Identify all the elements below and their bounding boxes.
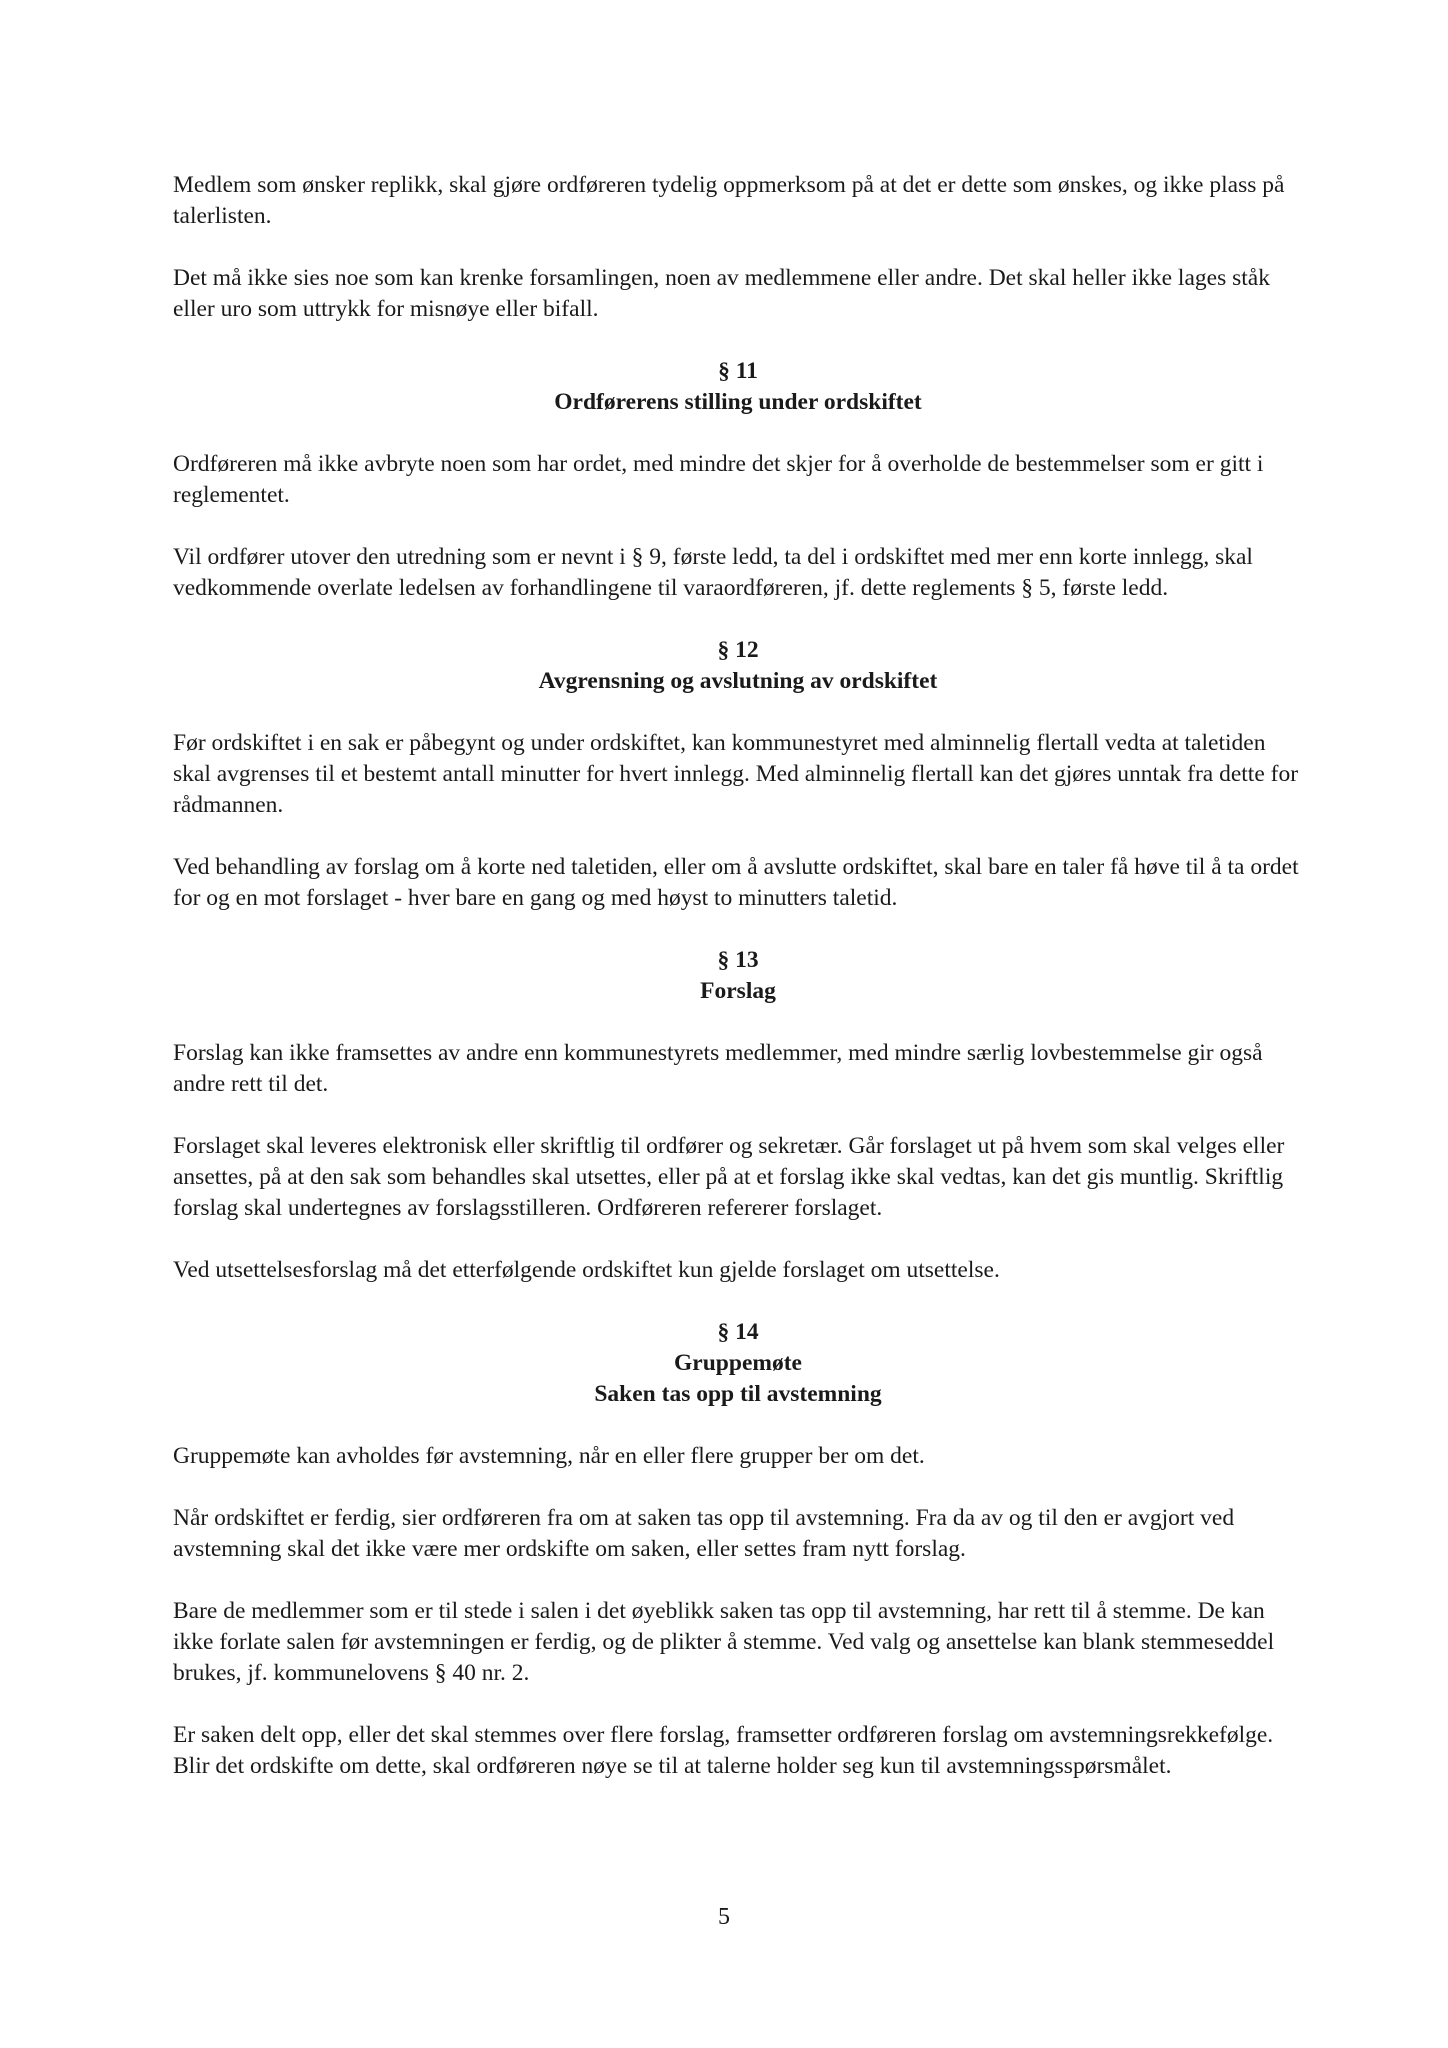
section-title: Gruppemøte — [674, 1350, 802, 1376]
paragraph: Før ordskiftet i en sak er påbegynt og under ordskiftet, kan kommunestyret med alminnelig flertall vedta at taletiden skal avgrenses til et bestemt antall minutter for hvert innlegg. Med alminnelig flertall kan det gjøres unntak fra dette for rådmannen. — [173, 730, 1299, 818]
document-page — [173, 170, 1303, 1813]
paragraph: Gruppemøte kan avholdes før avstemning, når en eller flere grupper ber om det. — [173, 1443, 925, 1469]
paragraph: Ved behandling av forslag om å korte ned taletiden, eller om å avslutte ordskiftet, skal bare en taler få høve til å ta ordet for og en mot forslaget - hver bare en gang og med høyst to minutters taletid. — [173, 854, 1299, 911]
paragraph: Når ordskiftet er ferdig, sier ordføreren fra om at saken tas opp til avstemning. Fra da av og til den er avgjort ved avstemning skal det ikke være mer ordskifte om saken, eller settes fram nytt forslag. — [173, 1505, 1235, 1562]
section-heading-12 — [173, 635, 1303, 697]
section-subtitle: Saken tas opp til avstemning — [594, 1381, 882, 1407]
section-heading-14 — [173, 1317, 1303, 1410]
section-title: Ordførerens stilling under ordskiftet — [554, 389, 922, 415]
paragraph: Det må ikke sies noe som kan krenke forsamlingen, noen av medlemmene eller andre. Det skal heller ikke lages ståk eller uro som uttrykk for misnøye eller bifall. — [173, 265, 1270, 322]
section-heading-13 — [173, 945, 1303, 1007]
section-heading-11 — [173, 356, 1303, 418]
paragraph: Er saken delt opp, eller det skal stemmes over flere forslag, framsetter ordføreren forslag om avstemningsrekkefølge. Blir det ordskifte om dette, skal ordføreren nøye se til at talerne holder seg kun til avstemningsspørsmålet. — [173, 1722, 1274, 1779]
paragraph: Forslaget skal leveres elektronisk eller skriftlig til ordfører og sekretær. Går forslaget ut på hvem som skal velges eller ansettes, på at den sak som behandles skal utsettes, eller på at et forslag ikke skal vedtas, kan det gis muntlig. Skriftlig forslag skal undertegnes av forslagsstilleren. Ordføreren refererer forslaget. — [173, 1133, 1285, 1221]
section-number: § 14 — [717, 1319, 759, 1345]
section-number: § 11 — [718, 358, 758, 384]
section-number: § 13 — [717, 947, 759, 973]
paragraph: Medlem som ønsker replikk, skal gjøre ordføreren tydelig oppmerksom på at det er dette som ønskes, og ikke plass på talerlisten. — [173, 172, 1285, 229]
page-number: 5 — [718, 1904, 730, 1930]
section-number: § 12 — [717, 637, 759, 663]
section-title: Avgrensning og avslutning av ordskiftet — [538, 668, 938, 694]
paragraph: Vil ordfører utover den utredning som er nevnt i § 9, første ledd, ta del i ordskiftet med mer enn korte innlegg, skal vedkommende overlate ledelsen av forhandlingene til varaordføreren, jf. dette reglements § 5, første ledd. — [173, 544, 1253, 601]
paragraph: Bare de medlemmer som er til stede i salen i det øyeblikk saken tas opp til avstemning, har rett til å stemme. De kan ikke forlate salen før avstemningen er ferdig, og de plikter å stemme. Ved valg og ansettelse kan blank stemmeseddel brukes, jf. kommunelovens § 40 nr. 2. — [173, 1598, 1275, 1686]
paragraph: Ved utsettelsesforslag må det etterfølgende ordskiftet kun gjelde forslaget om utsettelse. — [173, 1257, 1000, 1283]
paragraph: Forslag kan ikke framsettes av andre enn kommunestyrets medlemmer, med mindre særlig lovbestemmelse gir også andre rett til det. — [173, 1040, 1263, 1097]
section-title: Forslag — [700, 978, 776, 1004]
paragraph: Ordføreren må ikke avbryte noen som har ordet, med mindre det skjer for å overholde de bestemmelser som er gitt i reglementet. — [173, 451, 1264, 508]
